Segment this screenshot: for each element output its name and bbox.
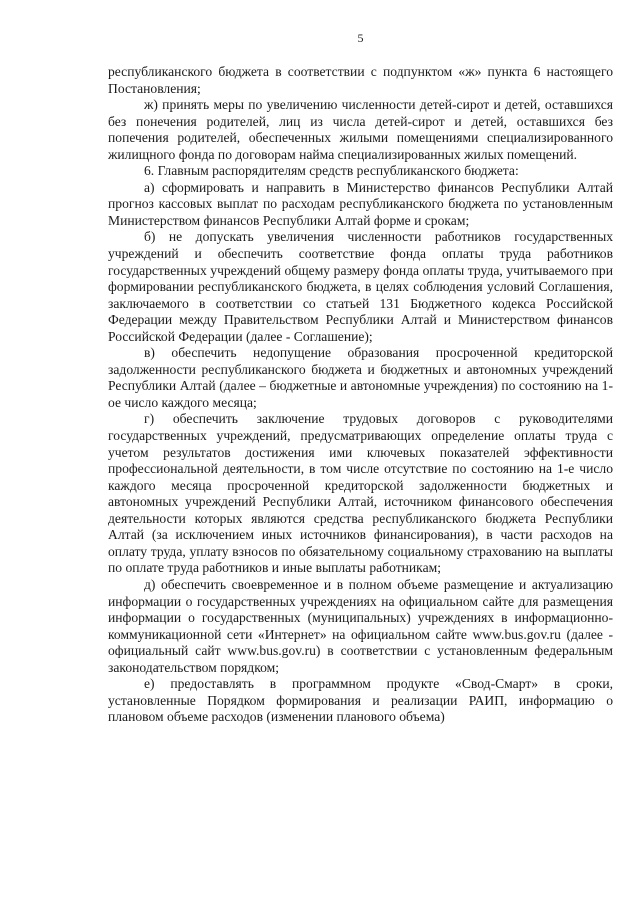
paragraph-item-e: е) предоставлять в программном продукте «Свод-Смарт» в сроки, установленные Порядком формирования и реализации РАИП, информацию о плановом объеме расходов (изменении планового объема) [108, 676, 613, 725]
page-number: 5 [357, 31, 364, 45]
paragraph-item-g: г) обеспечить заключение трудовых договоров с руководителями государственных учреждений, предусматривающих определение оплаты труда с учетом результатов достижения ими ключевых показателей эффективности профессиональной деятельности, в том числе отсутствие по состоянию на 1-е число каждого месяца просроченной кредиторской задолженности бюджетных и автономных учреждений Республики Алтай, источником финансового обеспечения деятельности которых являются средства республиканского бюджета Республики Алтай (за исключением иных источников финансирования), в части расходов на оплату труда, уплату взносов по обязательному социальному страхованию на выплаты по оплате труда работников и иные выплаты работникам; [108, 411, 613, 576]
paragraph-section-6: 6. Главным распорядителям средств республиканского бюджета: [144, 163, 519, 179]
paragraph-item-a: а) сформировать и направить в Министерство финансов Республики Алтай прогноз кассовых выплат по расходам республиканского бюджета по установленным Министерством финансов Республики Алтай форме и срокам; [108, 179, 613, 228]
paragraph-continuation: республиканского бюджета в соответствии с подпунктом «ж» пункта 6 настоящего Постановления; [108, 64, 613, 96]
paragraph-item-d: д) обеспечить своевременное и в полном объеме размещение и актуализацию информации о государственных учреждениях на официальном сайте для размещения информации о государственных (муниципальных) учреждениях в информационно-коммуникационной сети «Интернет» на официальном сайте www.bus.gov.ru (далее - официальный сайт www.bus.gov.ru) в соответствии с установленным федеральным законодательством порядком; [108, 576, 613, 675]
paragraph-item-b: б) не допускать увеличения численности работников государственных учреждений и обеспечить соответствие фонда оплаты труда работников государственных учреждений общему размеру фонда оплаты труда, учитываемого при формировании республиканского бюджета, в целях соблюдения условий Соглашения, заключаемого в соответствии со статьей 131 Бюджетного кодекса Российской Федерации между Правительством Республики Алтай и Министерством финансов Российской Федерации (далее - Соглашение); [108, 229, 613, 344]
paragraph-item-v: в) обеспечить недопущение образования просроченной кредиторской задолженности республиканского бюджета и бюджетных и автономных учреждений Республики Алтай (далее – бюджетные и автономные учреждения) по состоянию на 1-ое число каждого месяца; [108, 345, 613, 410]
paragraph-item-zh: ж) принять меры по увеличению численности детей-сирот и детей, оставшихся без понечения родителей, лиц из числа детей-сирот и детей, оставшихся без попечения родителей, обеспеченных жилыми помещениями специализированного жилищного фонда по договорам найма специализированных жилых помещений. [108, 97, 613, 162]
